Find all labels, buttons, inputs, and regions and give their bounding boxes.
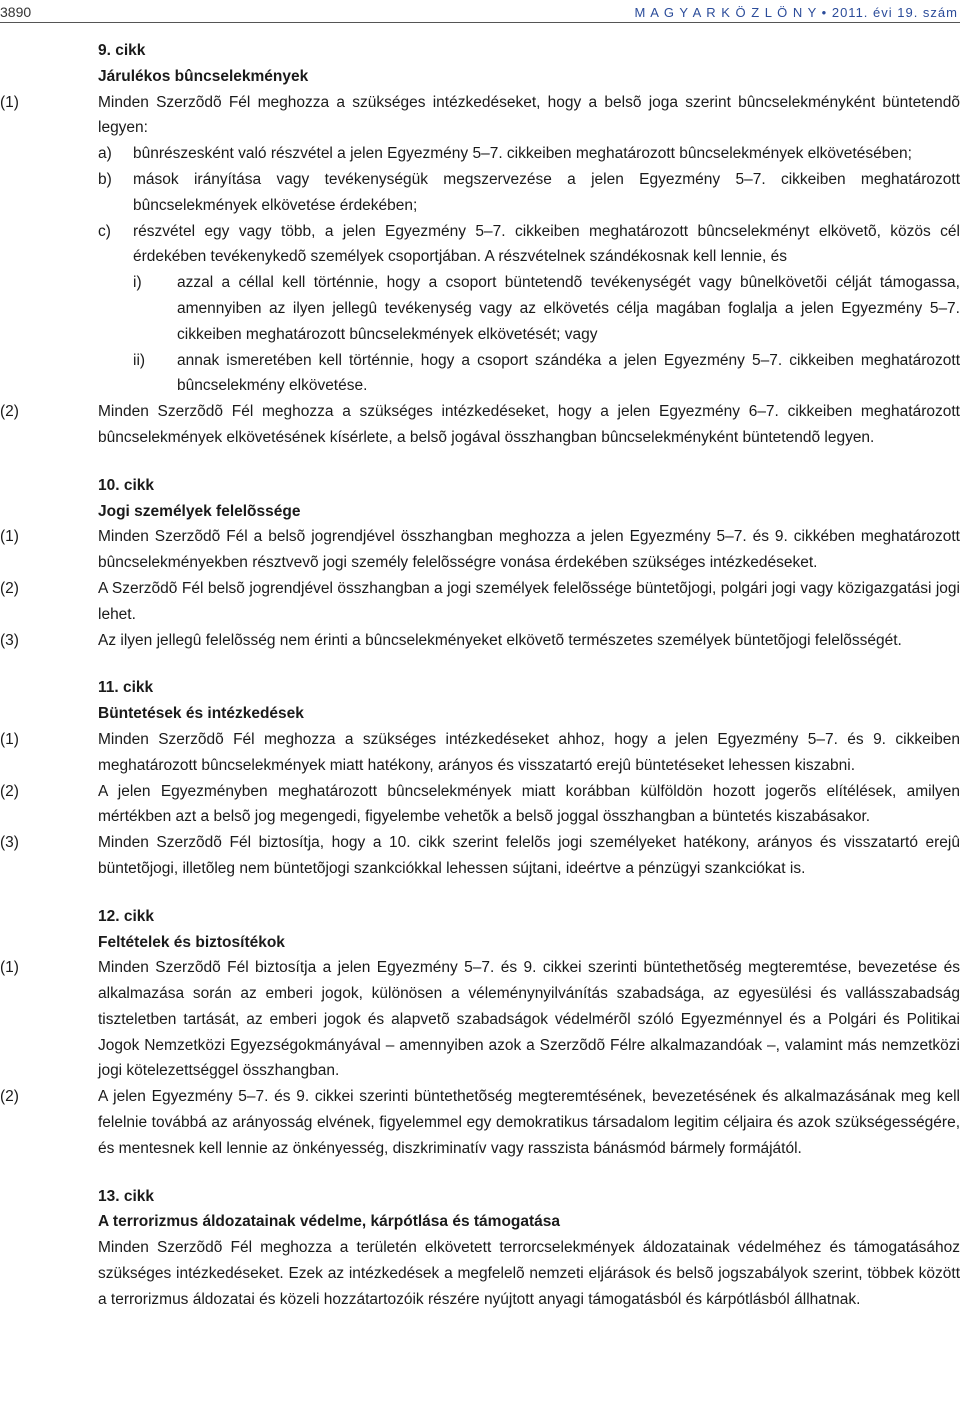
paragraph-text: Minden Szerzõdõ Fél meghozza a szükséges intézkedéseket, hogy a jelen Egyezmény 6–7. cikkeiben meghatározott bûncselekmények elkövetésének kísérlete, a belsõ jogával összhangban bûncselekményként büntetendõ legyen. (98, 403, 960, 446)
paragraph-2 (0, 576, 960, 628)
subpoint-text: annak ismeretében kell történnie, hogy a csoport szándéka a jelen Egyezmény 5–7. cikkeiben meghatározott bûncselekmény elkövetése. (177, 351, 960, 395)
paragraph-number: (1) (0, 93, 19, 111)
page-number: 3890 (0, 4, 32, 20)
article-12 (0, 904, 960, 1162)
point-label: b) (98, 170, 112, 188)
paragraph-text: A jelen Egyezmény 5–7. és 9. cikkei szerinti büntethetõség megteremtésének, bevezetésének és alkalmazásának meg kell felelnie továbbá az arányosság elvének, figyelemmel egy demokratikus társadalom legitim céljaira és azok szükségességére, és mentesnek kell lennie az önkényesség, diszkriminatív vagy rasszista bánásmód bármely formájától. (98, 1088, 960, 1157)
paragraph-number: (2) (0, 1088, 19, 1106)
paragraph-text: Minden Szerzõdõ Fél biztosítja, hogy a 10. cikk szerint felelõs jogi személyeket hatékony, arányos és visszatartó erejû büntetõjogi, illetõleg nem büntetõjogi szankciókkal lehessen sújtani, ideértve a pénzügyi szankciókat is. (98, 834, 960, 877)
point-text: mások irányítása vagy tevékenységük megszervezése a jelen Egyezmény 5–7. cikkeiben meghatározott bûncselekmények elkövetése érdekében; (133, 170, 960, 214)
article-title: Jogi személyek felelõssége (98, 502, 301, 520)
article-number: 12. cikk (98, 907, 155, 925)
paragraph-1 (0, 524, 960, 576)
article-number: 10. cikk (98, 476, 155, 494)
article-title: Büntetések és intézkedések (98, 705, 304, 723)
paragraph-number: (2) (0, 782, 19, 800)
paragraph-text: Az ilyen jellegû felelõsség nem érinti a bûncselekményeket elkövetõ természetes személyek büntetõjogi felelõsségét. (98, 631, 902, 649)
paragraph-text: Minden Szerzõdõ Fél meghozza a szükséges intézkedéseket ahhoz, hogy a jelen Egyezmény 5–7. és 9. cikkeiben meghatározott bûncselekmények miatt hatékony, arányos és visszatartó erejû büntetéseket lehessen kiszabni. (98, 730, 960, 774)
paragraph-3 (0, 830, 960, 882)
subpoint-text: azzal a céllal kell történnie, hogy a csoport büntetendõ tevékenységét vagy bûnelkövetõi célját támogassa, amennyiben az ilyen jellegû tevékenység vagy az elkövetés célja magában foglalja a jelen Egyezmény 5–7. cikkeiben meghatározott bûncselekmények elkövetését; vagy (177, 274, 960, 343)
paragraph-text: A Szerzõdõ Fél belsõ jogrendjével összhangban a jogi személyek felelõssége büntetõjogi, polgári jogi vagy közigazgatási jogi lehet. (98, 579, 960, 623)
article-number: 9. cikk (98, 42, 146, 59)
document-body (0, 38, 960, 1313)
page-header (0, 0, 960, 24)
paragraph-text: Minden Szerzõdõ Fél biztosítja a jelen Egyezmény 5–7. és 9. cikkei szerinti büntethetõség megteremtése, bevezetése és alkalmazása során az emberi jogok, különösen a véleménynyilvánítás szabadsága, az egyesülési és vallásszabadság tiszteletben tartását, az emberi jogok és alapvetõ szabadságok védelmérõl szóló Egyezménnyel és a Polgári és Politikai Jogok Nemzetközi Egyezségokmányával – amennyiben azok a Szerzõdõ Félre alkalmazandóak –, valamint más nemzetközi jogi kötelezettséggel összhangban. (98, 959, 960, 1080)
paragraph-3 (0, 628, 960, 654)
paragraph-number: (1) (0, 528, 19, 546)
point-c (0, 219, 960, 271)
point-a (0, 141, 960, 167)
article-number: 11. cikk (98, 679, 154, 697)
article-10 (0, 473, 960, 654)
subpoint-label: i) (133, 274, 142, 292)
paragraph-1 (0, 955, 960, 1084)
point-text: részvétel egy vagy több, a jelen Egyezmény 5–7. cikkeiben meghatározott bûncselekményt elkövetõ, közös cél érdekében tevékenykedõ személyek csoportjában. A részvételnek szándékosnak kell lennie, és (133, 222, 960, 266)
article-title: A terrorizmus áldozatainak védelme, kárpótlása és támogatása (98, 1213, 561, 1231)
point-text: bûnrészesként való részvétel a jelen Egyezmény 5–7. cikkeiben meghatározott bûncselekmények elkövetésében; (133, 145, 912, 163)
subpoint-label: ii) (133, 351, 146, 369)
article-11 (0, 675, 960, 881)
article-text: Minden Szerzõdõ Fél meghozza a területén elkövetett terrorcselekmények áldozatainak védelméhez és támogatásához szükséges intézkedéseket. Ezek az intézkedések a megfelelõ nemzeti eljárások és belsõ jogszabályok szerint, többek között a terrorizmus áldozatai és közeli hozzátartozóik részére nyújtott anyagi támogatásból és kárpótlásból állhatnak. (98, 1239, 960, 1308)
point-label: c) (98, 222, 111, 240)
header-rule (0, 22, 960, 23)
paragraph-number: (3) (0, 631, 19, 649)
paragraph-2 (0, 399, 960, 451)
paragraph-1 (0, 727, 960, 779)
paragraph-number: (1) (0, 959, 19, 977)
article-number: 13. cikk (98, 1187, 155, 1205)
paragraph-1 (0, 90, 960, 142)
article-9 (0, 38, 960, 451)
paragraph-text: Minden Szerzõdõ Fél a belsõ jogrendjével összhangban meghozza a jelen Egyezmény 5–7. és 9. cikkében meghatározott bûncselekményekben résztvevõ jogi személy felelõsségre vonása érdekében szükséges intézkedéseket. (98, 528, 960, 572)
paragraph-2 (0, 1084, 960, 1161)
paragraph-number: (2) (0, 579, 19, 597)
article-13 (0, 1184, 960, 1313)
paragraph-text: Minden Szerzõdõ Fél meghozza a szükséges intézkedéseket, hogy a belsõ joga szerint bûncselekményként büntetendõ legyen: (98, 93, 960, 137)
journal-title: M A G Y A R K Ö Z L Ö N Y • 2011. évi 19. szám (634, 5, 958, 20)
paragraph-number: (2) (0, 403, 19, 421)
paragraph-number: (3) (0, 834, 19, 852)
paragraph-number: (1) (0, 730, 19, 748)
subpoint-i (0, 270, 960, 347)
article-title: Járulékos bûncselekmények (98, 67, 309, 85)
point-b (0, 167, 960, 219)
paragraph-2 (0, 779, 960, 831)
subpoint-ii (0, 348, 960, 400)
paragraph-text: A jelen Egyezményben meghatározott bûncselekmények miatt korábban külföldön hozott jogerõs elítélések, amilyen mértékben azt a belsõ jog megengedi, figyelembe vehetõk a belsõ joggal összhangban a büntetés kiszabásakor. (98, 782, 960, 826)
point-label: a) (98, 145, 112, 163)
article-title: Feltételek és biztosítékok (98, 933, 285, 951)
